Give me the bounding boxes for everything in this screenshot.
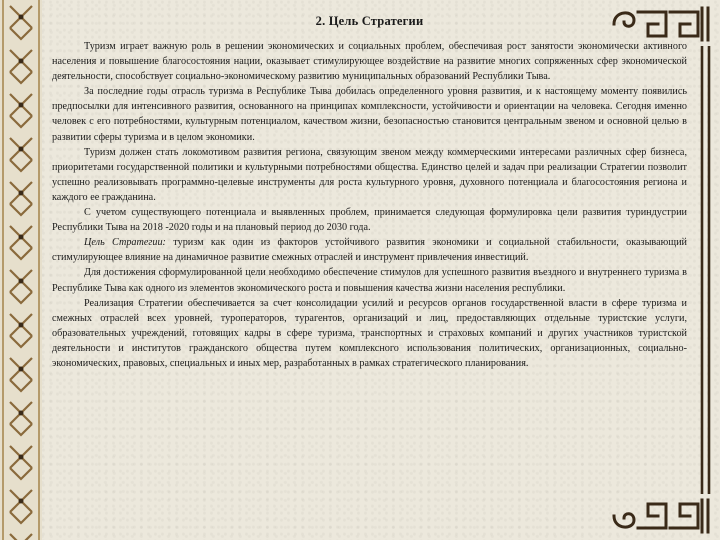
paragraph [52, 205, 687, 235]
paragraph-text: За последние годы отрасль туризма в Республике Тыва добилась определенного уровня развития, и к настоящему моменту появились предпосылки для интенсивного развития, основанного на принципах комплексности, устойчивости и ориентации на человека. Сегодня именно человек с его потребностями, культурным потенциалом, качеством жизни, безопасностью становится центральным звеном и основной целью в развитии сферы туризма и в целом экономики. [52, 86, 687, 143]
paragraph-text: Для достижения сформулированной цели необходимо обеспечение стимулов для успешного развития въездного и внутреннего туризма в Республике Тыва как одного из элементов экономического роста и повышения качества жизни населения республики. [52, 267, 687, 294]
border-dot [19, 235, 24, 240]
goal-lead: Цель Стратегии: [84, 237, 166, 249]
border-dot [19, 59, 24, 64]
border-dot [19, 103, 24, 108]
body-text [52, 39, 687, 371]
border-dot [19, 411, 24, 416]
document-content [52, 10, 687, 371]
border-dot [19, 367, 24, 372]
paragraph-text: туризм как один из факторов устойчивого развития экономики и социальной стабильности, оказывающий стимулирующее влияние на динамичное развитие смежных отраслей и инструмент привлечения инвестиций. [52, 237, 687, 264]
border-dot [19, 499, 24, 504]
left-ornament-border [0, 0, 42, 540]
right-side-ornament [696, 46, 716, 494]
section-title: 2. Цель Стратегии [315, 14, 424, 28]
paragraph-text: С учетом существующего потенциала и выявленных проблем, принимается следующая формулировка цели развития туриндустрии Республики Тыва на 2018 -2020 годы и на плановый период до 2030 года. [52, 207, 687, 234]
border-dot [19, 323, 24, 328]
bottom-right-ornament [608, 494, 716, 538]
paragraph [52, 84, 687, 144]
paragraph [52, 235, 687, 265]
border-dot [19, 147, 24, 152]
paragraph [52, 296, 687, 371]
paragraph-text: Туризм играет важную роль в решении экономических и социальных проблем, обеспечивая рост занятости экономически активного населения и повышение благосостояния нации, оказывает стимулирующее воздействие на развитие многих сопряженных сфер экономической деятельности, способствует социально-экономическому развитию муниципальных образований Республики Тыва. [52, 41, 687, 83]
border-dot [19, 279, 24, 284]
border-dot [19, 455, 24, 460]
paragraph [52, 39, 687, 84]
paragraph [52, 145, 687, 205]
paragraph-text: Реализация Стратегии обеспечивается за счет консолидации усилий и ресурсов органов государственной власти в сфере туризма и смежных отраслей всех уровней, туроператоров, турагентов, организаций и лиц, предоставляющих отдельные туристские услуги, образовательных учреждений, готовящих кадры в сфере туризма, транспортных и страховых компаний и других участников туристской деятельности и институтов гражданского общества путем комплексного использования политических, организационных, социально-экономических, правовых, специальных и иных мер, разработанных в рамках стратегического планирования. [52, 297, 687, 369]
paragraph-text: Туризм должен стать локомотивом развития региона, связующим звеном между коммерческими интересами различных сфер бизнеса, приоритетами государственной политики и культурными потребностями общества. Единство целей и задач при реализации Стратегии позволит успешно реализовывать программно-целевые инструменты для роста культурного уровня, духовного потенциала и благосостояния региона и каждого ее гражданина. [52, 146, 687, 203]
border-dot [19, 15, 24, 20]
border-dot [19, 191, 24, 196]
paragraph [52, 265, 687, 295]
